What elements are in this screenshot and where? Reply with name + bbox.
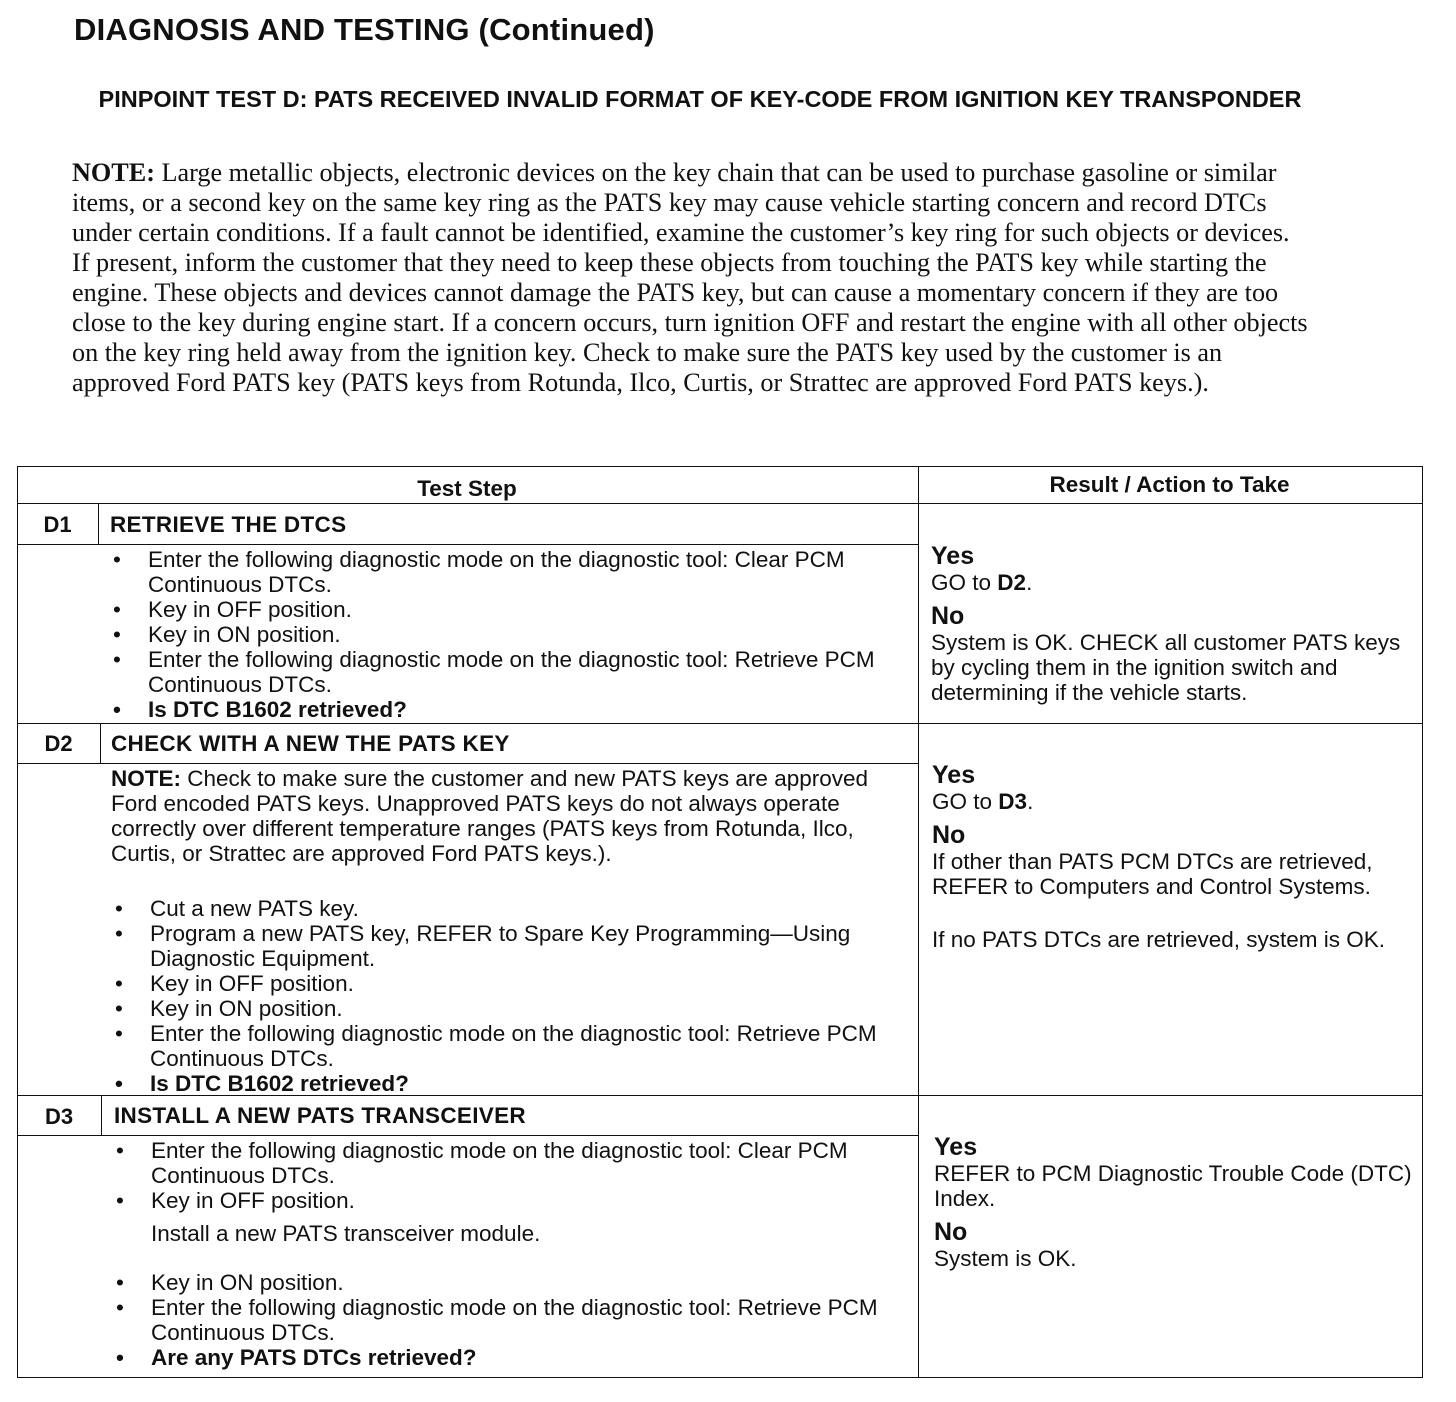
no-action: If other than PATS PCM DTCs are retrieved, REFER to Computers and Control Systems. <box>932 849 1373 899</box>
yes-action: REFER to PCM Diagnostic Trouble Code (DTC) Index. <box>934 1161 1412 1211</box>
list-item: • Key in OFF position. <box>110 971 900 996</box>
step-title-d3: INSTALL A NEW PATS TRANSCEIVER <box>114 1103 526 1128</box>
step-question: • Is DTC B1602 retrieved? <box>108 697 898 722</box>
step-id-d1: D1 <box>43 512 72 537</box>
page-title: DIAGNOSIS AND TESTING (Continued) <box>74 12 655 47</box>
list-item: • Enter the following diagnostic mode on the diagnostic tool: Clear PCM Continuous DTCs. <box>111 1138 901 1188</box>
step-list-d3 <box>111 1138 901 1370</box>
list-item: • Key in ON position. <box>108 622 898 647</box>
pinpoint-test-title: PINPOINT TEST D: PATS RECEIVED INVALID FORMAT OF KEY-CODE FROM IGNITION KEY TRANSPONDER <box>98 86 1302 112</box>
note-paragraph <box>72 158 1312 398</box>
list-item: • Key in OFF position. <box>108 597 898 622</box>
note-label: NOTE: <box>111 766 181 791</box>
step-title-d1: RETRIEVE THE DTCS <box>110 512 347 537</box>
row-divider <box>17 1135 918 1136</box>
step-id-d2: D2 <box>44 731 73 756</box>
no-label: No <box>934 1218 968 1246</box>
column-header-test-step: Test Step <box>417 476 517 501</box>
row-divider <box>17 1095 1422 1096</box>
step-id-divider <box>101 1095 102 1135</box>
row-divider <box>17 763 918 764</box>
yes-label: Yes <box>931 542 975 570</box>
column-divider <box>918 466 919 1378</box>
list-item: • Enter the following diagnostic mode on the diagnostic tool: Retrieve PCM Continuous DTCs. <box>111 1295 901 1345</box>
yes-label: Yes <box>932 761 976 789</box>
result-d2 <box>932 762 1417 952</box>
yes-label: Yes <box>934 1133 978 1161</box>
column-header-result: Result / Action to Take <box>1049 472 1290 497</box>
goto-link-d2[interactable]: D2 <box>997 570 1027 595</box>
no-action: If no PATS DTCs are retrieved, system is OK. <box>932 927 1386 952</box>
step-id-d3: D3 <box>44 1104 74 1129</box>
no-label: No <box>931 602 965 630</box>
list-item: • Key in ON position. <box>110 996 900 1021</box>
row-divider <box>17 544 918 545</box>
note-text: Check to make sure the customer and new PATS keys are approved Ford encoded PATS keys. Unapproved PATS keys do not always operate correctly over different temperature ranges (PATS keys from Rotunda, Ilco, Curtis, or Strattec are approved Ford PATS keys.). <box>111 766 869 866</box>
step-question: • Is DTC B1602 retrieved? <box>110 1071 900 1096</box>
step-title-d2: CHECK WITH A NEW THE PATS KEY <box>111 731 510 756</box>
step-list-d1 <box>108 547 898 722</box>
yes-action: GO to D2. <box>931 570 1033 595</box>
note-label: NOTE: <box>72 158 155 187</box>
step-question: • Are any PATS DTCs retrieved? <box>111 1345 901 1370</box>
step-note-d2 <box>111 766 901 866</box>
result-d3 <box>934 1134 1419 1271</box>
no-action: System is OK. <box>934 1246 1077 1271</box>
no-action: System is OK. CHECK all customer PATS keys by cycling them in the ignition switch and determining if the vehicle starts. <box>931 630 1401 705</box>
list-item: • Enter the following diagnostic mode on the diagnostic tool: Retrieve PCM Continuous DTCs. <box>110 1021 900 1071</box>
step-list-d2 <box>110 896 900 1096</box>
list-item: • Key in OFF position. <box>111 1188 901 1213</box>
list-item: • Key in ON position. <box>111 1270 901 1295</box>
note-text: Large metallic objects, electronic devices on the key chain that can be used to purchase gasoline or similar items, or a second key on the same key ring as the PATS key may cause vehicle starting concern and record DTCs under certain conditions. If a fault cannot be identified, examine the customer’s key ring for such objects or devices. If present, inform the customer that they need to keep these objects from touching the PATS key while starting the engine. These objects and devices cannot damage the PATS key, but can cause a momentary concern if they are too close to the key during engine start. If a concern occurs, turn ignition OFF and restart the engine with all other objects on the key ring held away from the ignition key. Check to make sure the PATS key used by the customer is an approved Ford PATS key (PATS keys from Rotunda, Ilco, Curtis, or Strattec are approved Ford PATS keys.). <box>72 158 1308 397</box>
yes-action: GO to D3. <box>932 789 1034 814</box>
no-label: No <box>932 821 966 849</box>
step-id-divider <box>98 503 99 544</box>
list-item: • Cut a new PATS key. <box>110 896 900 921</box>
list-item: • Enter the following diagnostic mode on the diagnostic tool: Retrieve PCM Continuous DTCs. <box>108 647 898 697</box>
goto-link-d3[interactable]: D3 <box>998 789 1028 814</box>
header-divider <box>17 503 1422 504</box>
row-divider <box>17 723 1422 724</box>
step-id-divider <box>100 723 101 763</box>
list-item: • Enter the following diagnostic mode on the diagnostic tool: Clear PCM Continuous DTCs. <box>108 547 898 597</box>
list-item: Install a new PATS transceiver module. <box>151 1221 541 1246</box>
list-item: • Program a new PATS key, REFER to Spare Key Programming—Using Diagnostic Equipment. <box>110 921 900 971</box>
result-d1 <box>931 543 1416 705</box>
